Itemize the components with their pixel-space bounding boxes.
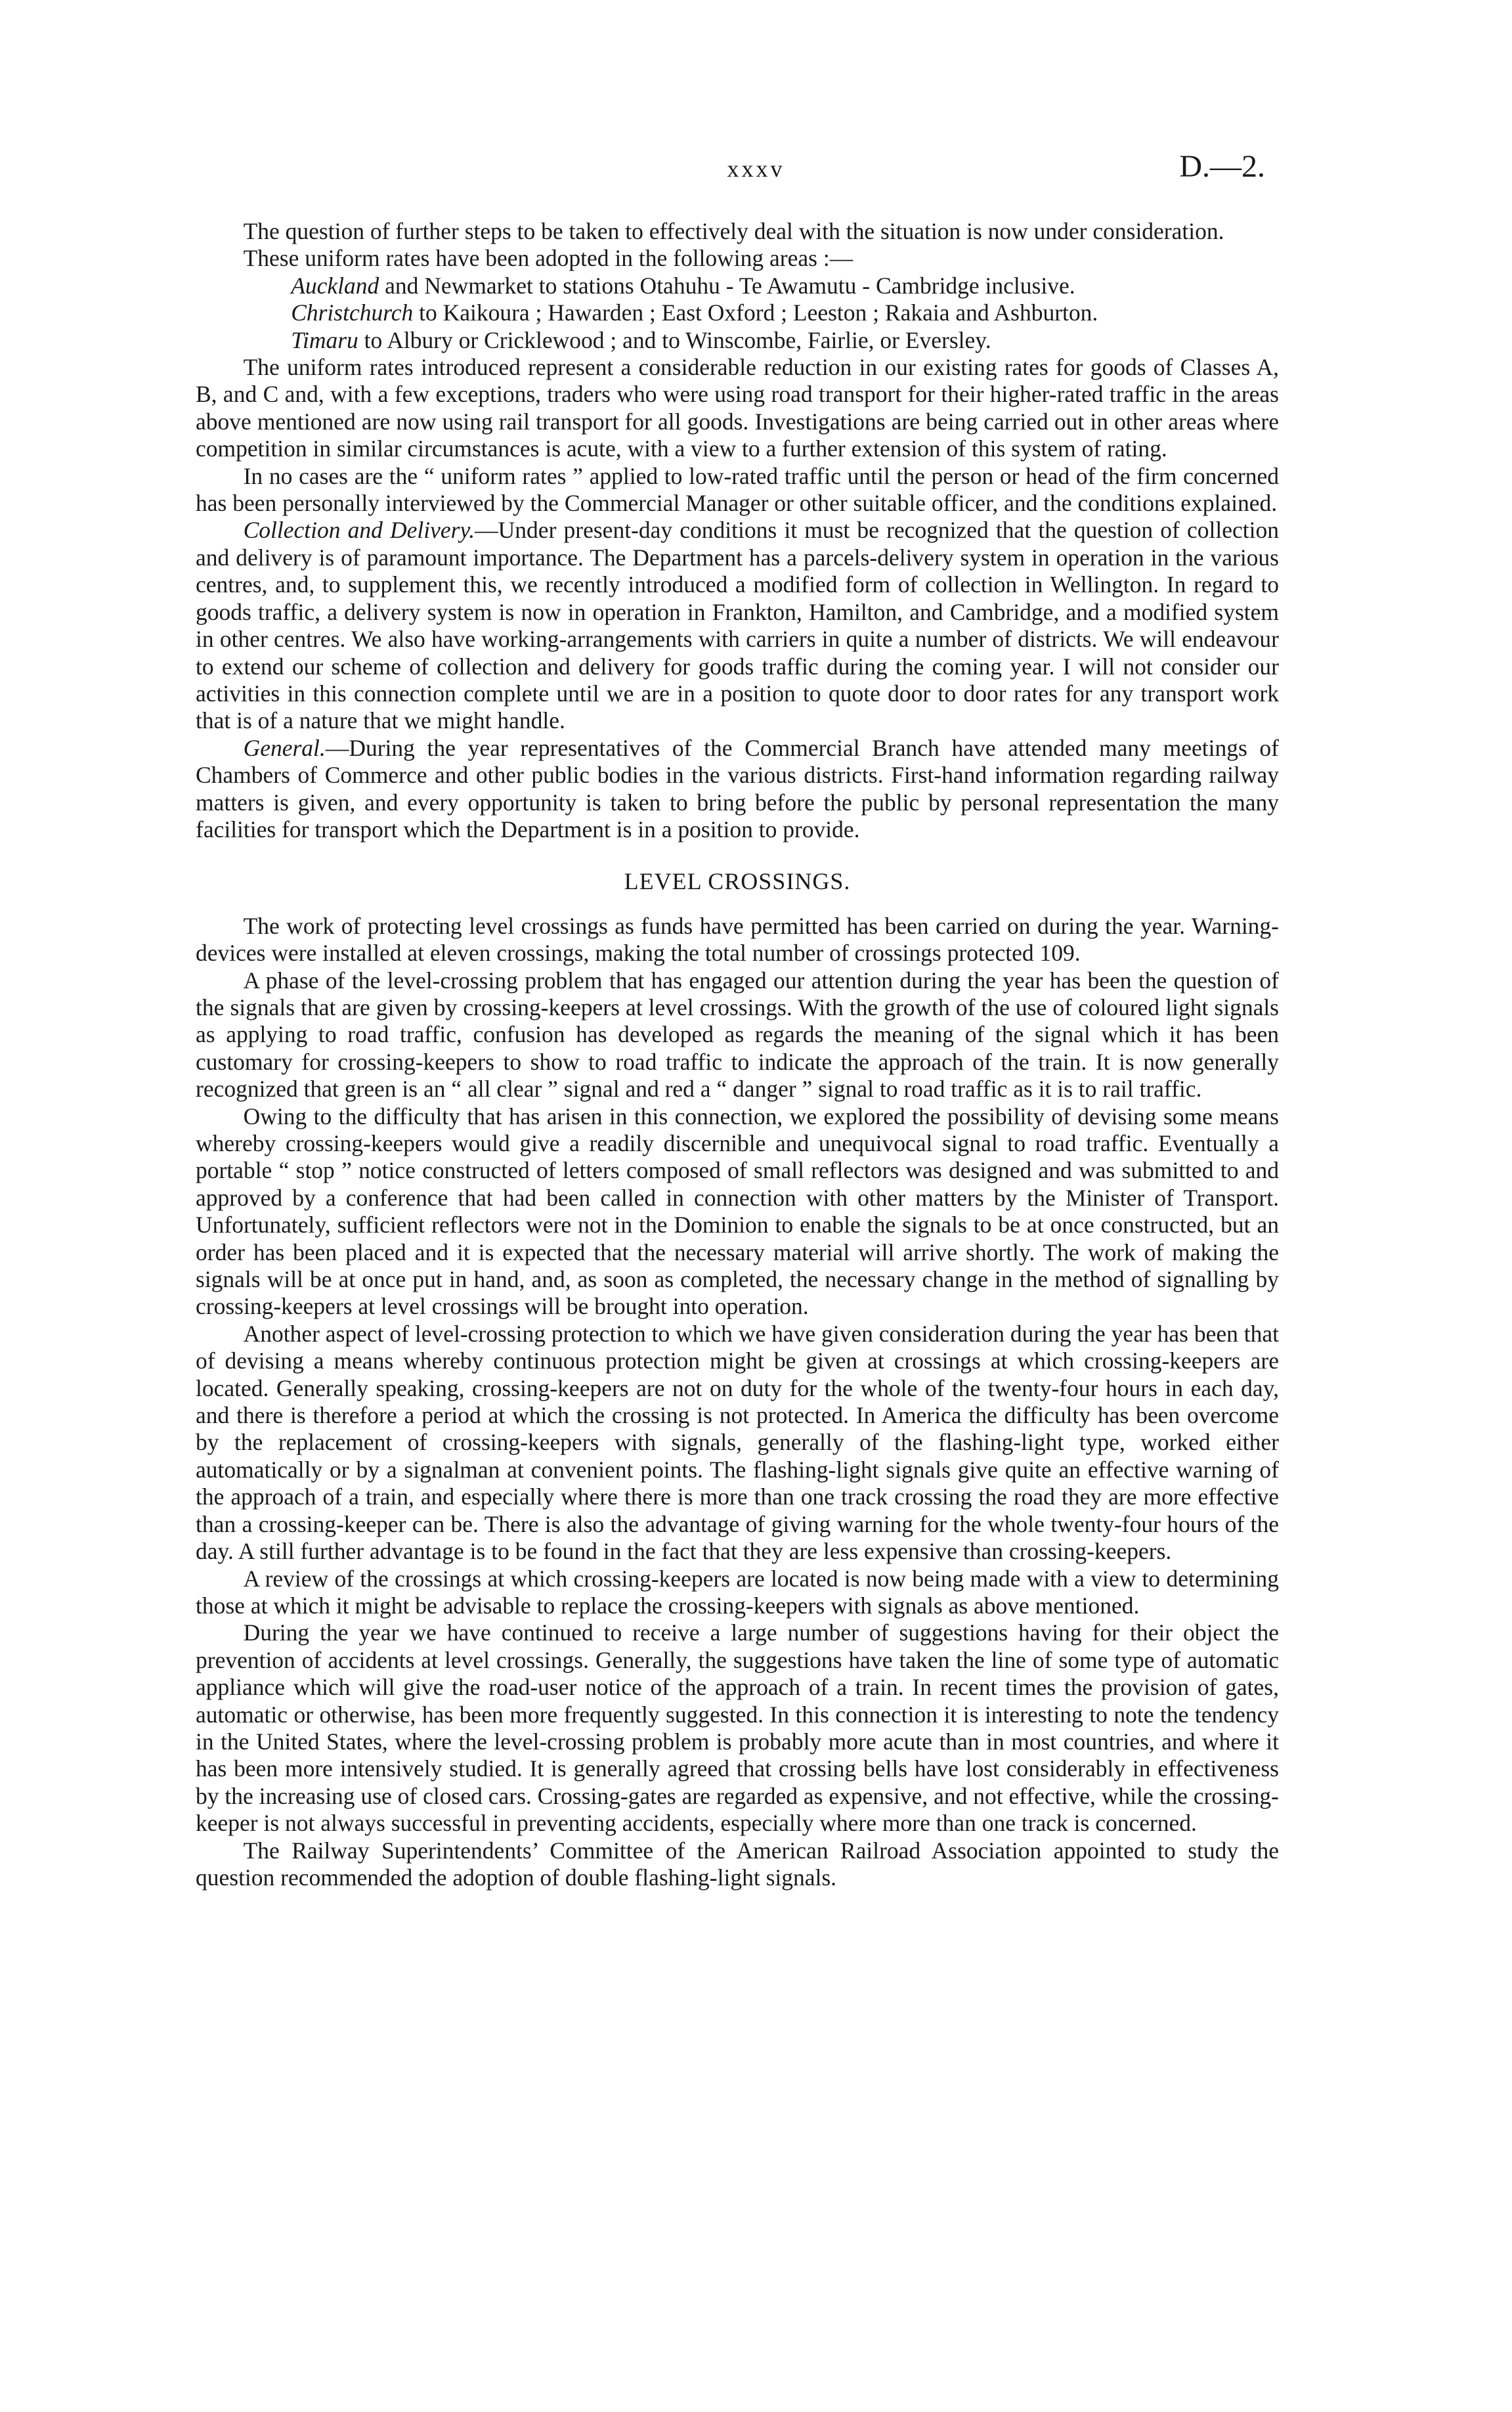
area-text: to Albury or Cricklewood ; and to Winscombe, Fairlie, or Eversley. [358, 326, 991, 353]
area-item [196, 327, 1279, 354]
paragraph: The work of protecting level crossings as funds have permitted has been carried on during the year. Warning-devices were installed at eleven crossings, making the total number of crossings protected 109. [196, 912, 1279, 967]
paragraph: Another aspect of level-crossing protection to which we have given consideration during the year has been that of devising a means whereby continuous protection might be given at crossings at which crossing-keepers are located. Generally speaking, crossing-keepers are not on duty for the whole of the twenty-four hours in each day, and there is therefore a period at which the crossing is not protected. In America the difficulty has been overcome by the replacement of crossing-keepers with signals, generally of the flashing-light type, worked either automatically or by a signalman at convenient points. The flashing-light signals give quite an effective warning of the approach of a train, and especially where there is more than one track crossing the road they are more effective than a crossing-keeper can be. There is also the advantage of giving warning for the whole twenty-four hours of the day. A still further advantage is to be found in the fact that they are less expensive than crossing-keepers. [196, 1320, 1279, 1565]
area-place: Timaru [291, 326, 358, 353]
paragraph: The question of further steps to be taken to effectively deal with the situation is now under consideration. [243, 218, 1224, 244]
paragraph: Owing to the difficulty that has arisen in this connection, we explored the possibility of devising some means whereby crossing-keepers would give a readily discernible and unequivocal signal to road traffic. Eventually a portable “ stop ” notice constructed of letters composed of small reflectors was designed and was submitted to and approved by a conference that had been called in connection with other matters by the Minister of Transport. Unfortunately, sufficient reflectors were not in the Dominion to enable the signals to be at once constructed, but an order has been placed and it is expected that the necessary material will arrive shortly. The work of making the signals will be at once put in hand, and, as soon as completed, the necessary change in the method of signalling by crossing-keepers at level crossings will be brought into operation. [196, 1103, 1279, 1320]
paragraph-general [196, 735, 1279, 844]
page-number: xxxv [727, 156, 785, 182]
paragraph: A phase of the level-crossing problem that has engaged our attention during the year has been the question of the signals that are given by crossing-keepers at level crossings. With the growth of the use of coloured light signals as applying to road traffic, confusion has developed as regards the meaning of the signal which it has been customary for crossing-keepers to show to road traffic to indicate the approach of the train. It is now generally recognized that green is an “ all clear ” signal and red a “ danger ” signal to road traffic as it is to rail traffic. [196, 967, 1279, 1103]
area-item [196, 299, 1279, 326]
paragraph: The uniform rates introduced represent a considerable reduction in our existing rates for goods of Classes A, B, and C and, with a few exceptions, traders who were using road transport for their higher-rated traffic in the areas above mentioned are now using rail transport for all goods. Investigations are being carried out in other areas where competition in similar circumstances is acute, with a view to a further extension of this system of rating. [196, 354, 1279, 462]
paragraph-collection-delivery [196, 517, 1279, 734]
paragraph-text: —Under present-day conditions it must be recognized that the question of collection and delivery is of paramount importance. The Department has a parcels-delivery system in operation in the various centres, and, to supplement this, we recently introduced a modified form of collection in Wellington. In regard to goods traffic, a delivery system is now in operation in Frankton, Hamilton, and Cambridge, and a modified system in other centres. We also have working-arrangements with carriers in quite a number of districts. We will endeavour to extend our scheme of collection and delivery for goods traffic during the coming year. I will not consider our activities in this connection complete until we are in a position to quote door to door rates for any transport work that is of a nature that we might handle. [196, 517, 1279, 734]
area-item [196, 273, 1279, 299]
paragraph-text: —During the year representatives of the Commercial Branch have attended many meetings of Chambers of Commerce and other public bodies in the various districts. First-hand information regarding railway matters is given, and every opportunity is taken to bring before the public by personal representation the many facilities for transport which the Department is in a position to provide. [196, 734, 1279, 843]
area-text: to Kaikoura ; Hawarden ; East Oxford ; Leeston ; Rakaia and Ashburton. [413, 299, 1098, 326]
body-text [196, 218, 1279, 1891]
run-in-heading: Collection and Delivery. [243, 517, 475, 544]
paragraph: In no cases are the “ uniform rates ” applied to low-rated traffic until the person or head of the firm concerned has been personally interviewed by the Commercial Manager or other suitable officer, and the conditions explained. [196, 462, 1279, 517]
paragraph: The Railway Superintendents’ Committee of the American Railroad Association appointed to study the question recommended the adoption of double flashing-light signals. [196, 1837, 1279, 1891]
run-in-heading: General. [243, 734, 326, 761]
document-code: D.—2. [1179, 149, 1265, 184]
area-place: Christchurch [291, 299, 414, 326]
area-place: Auckland [291, 272, 379, 299]
paragraph: A review of the crossings at which crossing-keepers are located is now being made with a view to determining those at which it might be advisable to replace the crossing-keepers with signals as above mentioned. [196, 1565, 1279, 1619]
paragraph: These uniform rates have been adopted in the following areas :— [243, 245, 853, 272]
area-text: and Newmarket to stations Otahuhu - Te Awamutu - Cambridge inclusive. [379, 272, 1075, 299]
section-heading: LEVEL CROSSINGS. [624, 868, 851, 895]
paragraph: During the year we have continued to receive a large number of suggestions having for their object the prevention of accidents at level crossings. Generally, the suggestions have taken the line of some type of automatic appliance which will give the road-user notice of the approach of a train. In recent times the provision of gates, automatic or otherwise, has been more frequently suggested. In this connection it is interesting to note the tendency in the United States, where the level-crossing problem is probably more acute than in most countries, and where it has been more intensively studied. It is generally agreed that crossing bells have lost considerably in effectiveness by the increasing use of closed cars. Crossing-gates are regarded as expensive, and not effective, while the crossing-keeper is not always successful in preventing accidents, especially where more than one track is concerned. [196, 1619, 1279, 1837]
